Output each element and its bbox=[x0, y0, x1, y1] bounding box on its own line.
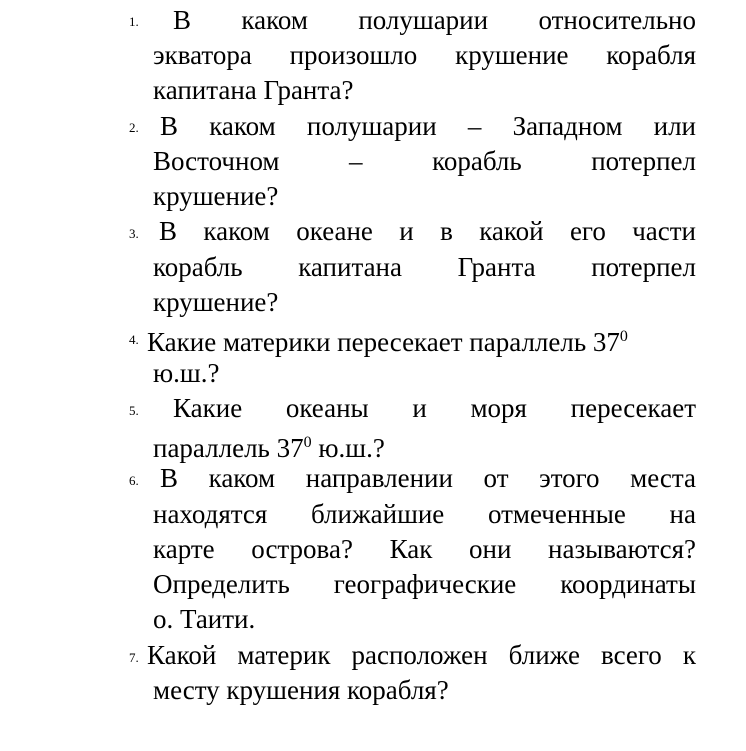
question-line bbox=[147, 319, 696, 355]
question-line: крушение? bbox=[153, 287, 279, 317]
question-line: ю.ш.? bbox=[153, 358, 220, 388]
question-text: Какие материки пересекает параллель 37 bbox=[147, 327, 620, 357]
question-line bbox=[153, 425, 385, 461]
question-number: 2. bbox=[129, 120, 139, 135]
question-line: крушение? bbox=[153, 181, 279, 211]
question-line: капитана Гранта? bbox=[153, 75, 354, 105]
question-line: карте острова? Как они называются? bbox=[153, 534, 696, 564]
question-number: 4. bbox=[129, 332, 139, 347]
degree-superscript: 0 bbox=[303, 434, 312, 451]
question-line: о. Таити. bbox=[153, 604, 256, 634]
question-line: корабль капитана Гранта потерпел bbox=[153, 252, 696, 282]
question-line: В каком полушарии относительно bbox=[173, 5, 696, 35]
question-line: Определить географические координаты bbox=[153, 569, 696, 599]
question-line: В каком океане и в какой его части bbox=[159, 216, 696, 246]
question-text: параллель 37 bbox=[153, 433, 304, 463]
question-line: Какой материк расположен ближе всего к bbox=[147, 640, 696, 670]
question-line: В каком направлении от этого места bbox=[160, 463, 696, 493]
question-text-tail: ю.ш.? bbox=[311, 433, 385, 463]
question-number: 1. bbox=[129, 14, 139, 29]
question-line: Восточном – корабль потерпел bbox=[153, 146, 696, 176]
question-line: месту крушения корабля? bbox=[153, 675, 449, 705]
question-line: экватора произошло крушение корабля bbox=[153, 40, 696, 70]
question-number: 6. bbox=[129, 473, 139, 488]
question-line: находятся ближайшие отмеченные на bbox=[153, 499, 696, 529]
question-line: Какие океаны и моря пересекает bbox=[173, 393, 696, 423]
question-number: 7. bbox=[129, 650, 139, 665]
question-number: 5. bbox=[129, 403, 139, 418]
question-line: В каком полушарии – Западном или bbox=[160, 111, 696, 141]
degree-superscript: 0 bbox=[619, 328, 628, 345]
question-number: 3. bbox=[129, 226, 139, 241]
